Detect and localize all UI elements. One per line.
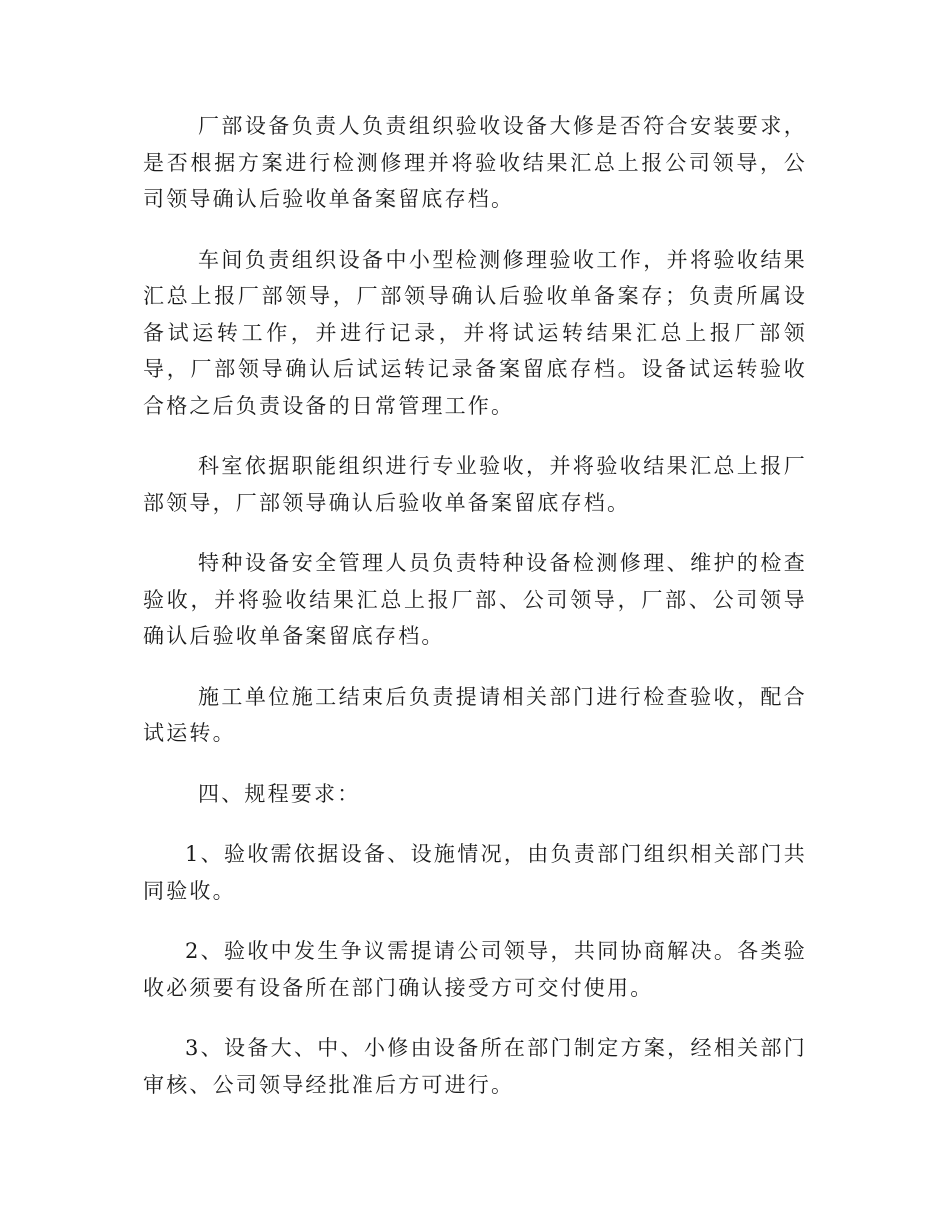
paragraph-construction-unit: 施工单位施工结束后负责提请相关部门进行检查验收，配合试运转。 bbox=[143, 684, 807, 745]
paragraph-special-equipment: 特种设备安全管理人员负责特种设备检测修理、维护的检查验收，并将验收结果汇总上报厂部、公司领导，厂部、公司领导确认后验收单备案留底存档。 bbox=[143, 551, 807, 648]
rule-item-1: 1、验收需依据设备、设施情况，由负责部门组织相关部门共同验收。 bbox=[143, 842, 807, 903]
document-page bbox=[143, 108, 807, 1127]
section-heading-rules: 四、规程要求： bbox=[198, 781, 361, 806]
rule-item-3: 3、设备大、中、小修由设备所在部门制定方案，经相关部门审核、公司领导经批准后方可进行。 bbox=[143, 1036, 807, 1097]
paragraph-department-duties: 科室依据职能组织进行专业验收，并将验收结果汇总上报厂部领导，厂部领导确认后验收单备案留底存档。 bbox=[143, 454, 807, 515]
paragraph-plant-equipment-head: 厂部设备负责人负责组织验收设备大修是否符合安装要求，是否根据方案进行检测修理并将验收结果汇总上报公司领导，公司领导确认后验收单备案留底存档。 bbox=[143, 114, 807, 211]
rule-item-2: 2、验收中发生争议需提请公司领导，共同协商解决。各类验收必须要有设备所在部门确认接受方可交付使用。 bbox=[143, 939, 807, 1000]
paragraph-workshop-duties: 车间负责组织设备中小型检测修理验收工作，并将验收结果汇总上报厂部领导，厂部领导确认后验收单备案存；负责所属设备试运转工作，并进行记录，并将试运转结果汇总上报厂部领导，厂部领导确认后试运转记录备案留底存档。设备试运转验收合格之后负责设备的日常管理工作。 bbox=[143, 247, 807, 418]
